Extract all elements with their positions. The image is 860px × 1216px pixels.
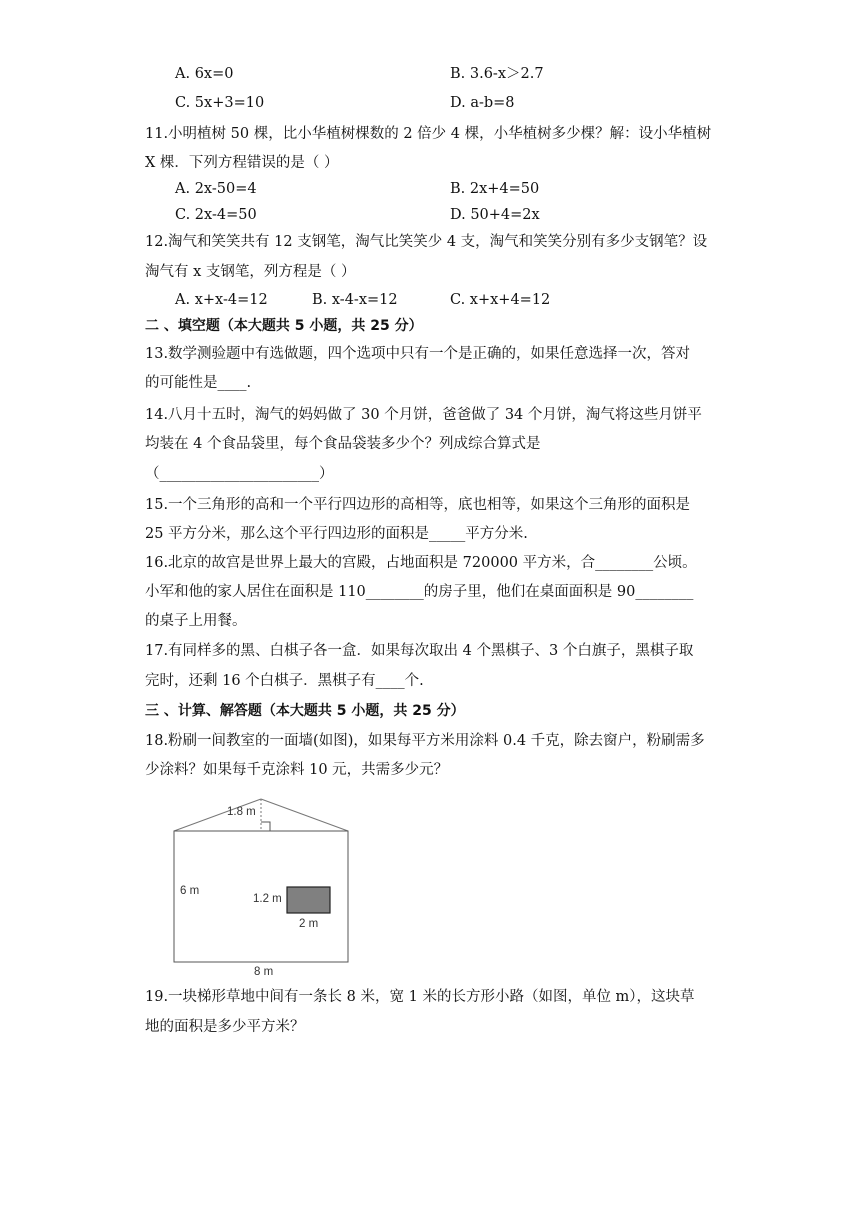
q15-text-line1: 15.一个三角形的高和一个平行四边形的高相等，底也相等，如果这个三角形的面积是 xyxy=(145,497,691,513)
wall-figure xyxy=(160,788,370,980)
window-width-label: 2 m xyxy=(299,918,319,930)
q11-option-b: B. 2x+4=50 xyxy=(450,181,540,197)
q14-answer-blank: （______________________） xyxy=(145,466,334,482)
q15-text-line2: 25 平方分米，那么这个平行四边形的面积是_____平方分米. xyxy=(145,526,528,542)
q11-option-c: C. 2x-4=50 xyxy=(175,207,257,223)
q11-text-line2: X 棵．下列方程错误的是（ ） xyxy=(145,155,339,171)
q16-text-line3: 的桌子上用餐。 xyxy=(145,613,247,629)
q14-text-line1: 14.八月十五时，淘气的妈妈做了 30 个月饼，爸爸做了 34 个月饼，淘气将这些月饼平 xyxy=(145,407,702,423)
q11-option-a: A. 2x-50=4 xyxy=(175,181,257,197)
q10-option-a: A. 6x=0 xyxy=(175,66,234,82)
q14-text-line2: 均装在 4 个食品袋里，每个食品袋装多少个？列成综合算式是 xyxy=(145,436,541,452)
roof-right-edge xyxy=(261,799,348,831)
q16-text-line1: 16.北京的故宫是世界上最大的宫殿，占地面积是 720000 平方米，合________公顷。 xyxy=(145,555,697,571)
q18-text-line2: 少涂料？如果每千克涂料 10 元，共需多少元？ xyxy=(145,762,449,778)
roof-height-label: 1.8 m xyxy=(227,806,256,818)
q12-option-b: B. x-4-x=12 xyxy=(312,292,398,308)
q18-text-line1: 18.粉刷一间教室的一面墙(如图)，如果每平方米用涂料 0.4 千克，除去窗户，粉刷需多 xyxy=(145,733,705,749)
q10-option-c: C. 5x+3=10 xyxy=(175,95,265,111)
q11-option-d: D. 50+4=2x xyxy=(450,207,540,223)
q19-text-line1: 19.一块梯形草地中间有一条长 8 米，宽 1 米的长方形小路（如图，单位 m），这块草 xyxy=(145,989,695,1005)
q12-option-a: A. x+x-4=12 xyxy=(175,292,268,308)
window-height-label: 1.2 m xyxy=(253,893,282,905)
q12-text-line1: 12.淘气和笑笑共有 12 支钢笔，淘气比笑笑少 4 支，淘气和笑笑分别有多少支钢笔？设 xyxy=(145,234,708,250)
section-2-heading: 二 、填空题（本大题共 5 小题，共 25 分） xyxy=(145,318,423,334)
q11-text-line1: 11.小明植树 50 棵，比小华植树棵数的 2 倍少 4 棵，小华植树多少棵？解：设小华植树 xyxy=(145,126,712,142)
q12-option-c: C. x+x+4=12 xyxy=(450,292,551,308)
q10-option-b: B. 3.6-x＞2.7 xyxy=(450,66,544,82)
wall-height-label: 6 m xyxy=(180,885,200,897)
q17-text-line2: 完时，还剩 16 个白棋子．黑棋子有____个. xyxy=(145,673,424,689)
wall-width-label: 8 m xyxy=(254,966,274,978)
q12-text-line2: 淘气有 x 支钢笔，列方程是（ ） xyxy=(145,264,356,280)
q17-text-line1: 17.有同样多的黑、白棋子各一盒．如果每次取出 4 个黑棋子、3 个白旗子，黑棋子取 xyxy=(145,643,694,659)
window-rectangle xyxy=(287,887,330,913)
q16-text-line2: 小军和他的家人居住在面积是 110________的房子里，他们在桌面面积是 90________ xyxy=(145,584,694,600)
q19-text-line2: 地的面积是多少平方米？ xyxy=(145,1019,305,1035)
right-angle-marker xyxy=(261,822,270,831)
q10-option-d: D. a-b=8 xyxy=(450,95,515,111)
q13-text-line1: 13.数学测验题中有选做题，四个选项中只有一个是正确的，如果任意选择一次，答对 xyxy=(145,346,691,362)
section-3-heading: 三 、计算、解答题（本大题共 5 小题，共 25 分） xyxy=(145,703,465,719)
q13-text-line2: 的可能性是____. xyxy=(145,375,252,391)
